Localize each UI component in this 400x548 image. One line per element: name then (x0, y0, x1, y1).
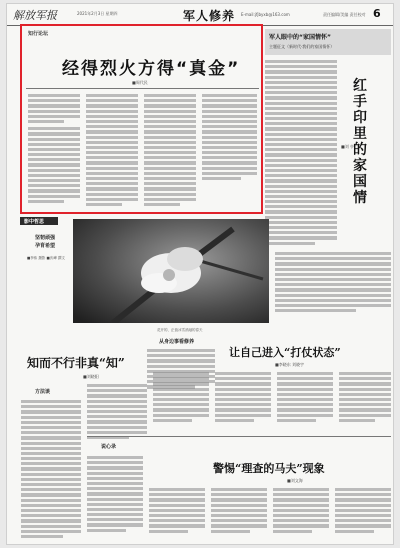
sidebar-headline: 红手印里的家国情 (353, 78, 367, 206)
knowledge-col1 (21, 400, 81, 540)
article-kicker: 知行论坛 (28, 31, 49, 37)
fighting-headline: 让自己进入“打仗状态” (229, 346, 341, 359)
sidebar-column-banner (265, 29, 391, 55)
horse-col1 (87, 456, 143, 540)
xinling-tag-block (87, 440, 137, 452)
fighting-col1 (153, 372, 209, 432)
sidebar-byline: ■刘 亭 (341, 144, 355, 149)
masthead (7, 4, 394, 26)
body-column-2 (144, 94, 196, 206)
fangfa-tag: 方法谈 (35, 389, 51, 395)
horse-col2 (149, 488, 205, 540)
frontline-tag-block (147, 336, 207, 346)
photo-title-line1: 坚韧顽强 (35, 235, 56, 241)
fighting-col4 (339, 372, 391, 432)
horse-col5 (335, 488, 391, 540)
xinling-tag: 说心录 (101, 444, 117, 450)
fighting-byline: ■李晓东 刘晓宇 (275, 362, 305, 367)
fangfa-tag-block (21, 384, 73, 398)
knowledge-headline: 知而不行非真“知” (27, 356, 125, 370)
knowledge-byline: ■刘晓阳 (83, 374, 99, 379)
horse-col4 (273, 488, 329, 540)
intro-column (28, 94, 80, 206)
photo-caption: 花开的、正值冰雪消融的春天 (157, 328, 203, 332)
column-subtitle: 主题征文（新时代·我们的家国情怀） (269, 44, 335, 49)
knowledge-col2 (87, 384, 147, 444)
editor-credit: 责任编辑/美编 责任校对 (323, 12, 366, 17)
horse-headline: 警惕“理查的马夫”现象 (213, 462, 325, 475)
highlighted-article[interactable] (20, 24, 263, 214)
fighting-col3 (277, 372, 333, 432)
newspaper-logo: 解放军报 (13, 9, 57, 22)
photo-title-block (25, 230, 71, 292)
horse-byline: ■刘文海 (287, 478, 303, 483)
photo-title-line2: 孕育希望 (35, 243, 56, 249)
sidebar-text (265, 60, 337, 250)
photo-image (73, 219, 269, 323)
newspaper-page (6, 3, 394, 545)
column-title: 军人眼中的“家国情怀” (269, 34, 331, 41)
photo-tag-banner (20, 217, 58, 225)
article-headline: 经得烈火方得“真金” (62, 59, 241, 79)
sidebar-text-lower (275, 252, 391, 328)
section-title: 军人修养 (183, 9, 236, 23)
article-byline: ■周代民 (132, 80, 148, 85)
frost-branch-photo (73, 219, 269, 323)
horse-col3 (211, 488, 267, 540)
page-number: 6 (373, 7, 381, 20)
body-column-1 (86, 94, 138, 206)
frontline-tag: 从身边事看修养 (159, 339, 195, 345)
photo-credit: ■李伟 摄影 ■庆峰 撰文 (27, 256, 65, 260)
issue-date: 2021年2月3日 星期四 (77, 11, 118, 16)
fighting-col2 (215, 372, 271, 432)
email: E-mail:jfjbyxb@163.com (241, 12, 290, 17)
body-column-3 (202, 94, 257, 206)
photo-tag: 影中哲思 (24, 219, 45, 225)
